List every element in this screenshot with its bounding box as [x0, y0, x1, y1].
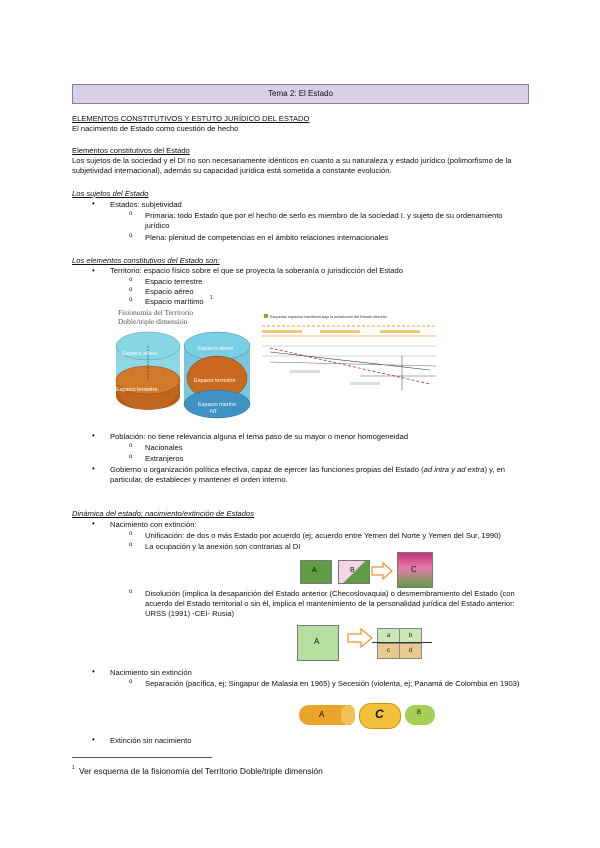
territory-figure	[100, 306, 260, 418]
bullet-circle: o	[129, 297, 133, 303]
bullet-dot: •	[92, 199, 95, 208]
bullet-dot: •	[92, 431, 95, 440]
right-label-air: Espacio aéreo	[198, 346, 234, 352]
bullet-circle: o	[129, 211, 133, 217]
arrow-right-icon	[371, 562, 393, 580]
bullet-dot: •	[92, 667, 95, 676]
territory-cylinders	[100, 328, 260, 420]
occupation-text: La ocupación y la anexión son contrarias al DI	[145, 542, 301, 551]
state-a-label: A	[319, 710, 325, 719]
section-title-dynamics: Dinámica del estado: nacimiento/extinción de Estados	[72, 509, 254, 518]
section-title-elements: Los elementos constitutivos del Estado son:	[72, 256, 220, 265]
government-bullet	[110, 465, 530, 485]
section-title-subjects: Los sujetos del Estado	[72, 189, 149, 198]
footnote-text: Ver esquema de la fisionomía del Territorio Doble/triple dimensión	[79, 766, 323, 776]
birth-without-extinction: Nacimiento sin extinción	[110, 668, 192, 677]
figure-title-2: Doble/triple dimensión	[118, 317, 188, 326]
territory-item: Espacio terrestre	[145, 277, 203, 286]
bullet-circle: o	[129, 589, 133, 595]
bullet-circle: o	[129, 443, 133, 449]
bullet-circle: o	[129, 454, 133, 460]
population-bullet: Población: no tiene relevancia alguna el tema paso de su mayor o menor homogeneidad	[110, 432, 409, 441]
subjects-bullet: Estados: subjetividad	[110, 200, 182, 209]
population-item: Nacionales	[145, 443, 183, 452]
maritime-schema-lines	[260, 306, 440, 390]
right-label-nt: NT	[210, 409, 218, 415]
maritime-schema	[260, 306, 440, 390]
right-label-land: Espacio terrestre	[194, 378, 236, 384]
state-b-box	[338, 560, 370, 584]
bullet-circle: o	[129, 679, 133, 685]
territory-item: Espacio aéreo	[145, 287, 194, 296]
subjects-primary: Primaria: todo Estado que por el hecho de serlo es miembro de la sociedad I. y sujeto de su ordenamiento jurídico	[145, 211, 503, 230]
bullet-dot: •	[92, 735, 95, 744]
footnote-divider	[72, 757, 212, 758]
state-a-cap	[341, 705, 355, 725]
unification-text: Unificación: de dos o más Estado por acuerdo (ej; acuerdo entre Yemen del Norte y Yemen del Sur, 1990)	[145, 531, 501, 540]
topic-banner: Tema 2: El Estado	[72, 84, 529, 104]
bullet-dot: •	[92, 266, 95, 275]
bullet-circle: o	[129, 542, 133, 548]
left-label-air: Espacio aéreo	[122, 351, 158, 357]
main-subheading: El nacimiento de Estado como cuestión de hecho	[72, 124, 239, 133]
bullet-circle: o	[129, 287, 133, 293]
government-text-italic: ad intra y ad extra	[423, 465, 485, 474]
bullet-circle: o	[129, 233, 133, 239]
dissolution-text: Disolución (implica la desaparición del Estado anterior (Checoslovaquia) o desmembramiento del Estado (con acuerdo del Estado territorial o sin él, implica el mantenimiento de la personalidad jurídica del Estado anterior: URSS (1991) -CEI- Rusia)	[145, 589, 515, 618]
government-text-b: ) y, en particular, de establecer y mantener el orden interno.	[110, 465, 505, 484]
separation-text: Separación (pacífica, ej; Singapur de Malasia en 1965) y Secesión (violenta, ej; Panamá de Colombia en 1903)	[145, 679, 520, 688]
successor-cell: d	[399, 643, 422, 659]
arrow-right-icon	[347, 628, 373, 648]
bullet-circle: o	[129, 531, 133, 537]
bullet-dot: •	[92, 519, 95, 528]
territory-item: Espacio marítimo	[145, 297, 204, 306]
footnote-ref: 1	[210, 295, 213, 301]
state-a-label: A	[312, 567, 317, 574]
state-c-label: C	[375, 707, 384, 721]
footnote-mark: 1	[72, 765, 75, 771]
bullet-circle: o	[129, 277, 133, 283]
section-title-constitutive: Elementos constitutivos del Estado	[72, 146, 190, 155]
figure-title-1: Fisionomía del Territorio	[118, 308, 194, 317]
schema-legend: Esquema: espacios marítimos bajo la jurisdicción del Estado ribereño	[270, 315, 387, 319]
dissolved-state-box	[297, 625, 339, 661]
state-c-label: C	[411, 565, 417, 574]
constitutive-body: Los sujetos de la sociedad y el DI no son necesariamente idénticos en cuanto a su naturaleza y estado jurídico (polimorfismo de la subjetividad internacional), además su capacidad jurídica está sometida a constante evolución.	[72, 156, 512, 175]
main-heading: ELEMENTOS CONSTITUTIVOS Y ESTUTO JURÍDICO DEL ESTADO	[72, 114, 310, 123]
population-item: Extranjeros	[145, 454, 184, 463]
territory-bullet: Territorio: espacio físico sobre el que se proyecta la soberanía o jurisdicción del Estado	[110, 266, 403, 275]
government-text-a: Gobierno u organización política efectiva, capaz de ejercer las funciones propias del Estado (	[110, 465, 424, 474]
left-label-land: Espacio terrestre	[116, 387, 158, 393]
divider-line	[372, 642, 432, 643]
successor-cell: b	[399, 628, 422, 644]
separation-diagram	[299, 703, 437, 727]
extinction-without-birth: Extinción sin nacimiento	[110, 736, 192, 745]
successor-cell: a	[377, 628, 400, 644]
successor-cell: c	[377, 643, 400, 659]
subjects-full: Plena: plenitud de competencias en el ámbito relaciones internacionales	[145, 233, 389, 242]
state-a-box	[300, 560, 332, 584]
right-label-sea: Espacio marino	[198, 402, 236, 408]
state-c-box	[397, 552, 433, 588]
successor-states-grid	[377, 628, 421, 658]
state-b-label: B	[350, 567, 355, 574]
dissolved-state-label: A	[314, 637, 320, 646]
bullet-dot: •	[92, 464, 95, 473]
state-b-label: B	[417, 710, 422, 716]
birth-with-extinction: Nacimiento con extinción:	[110, 520, 197, 529]
